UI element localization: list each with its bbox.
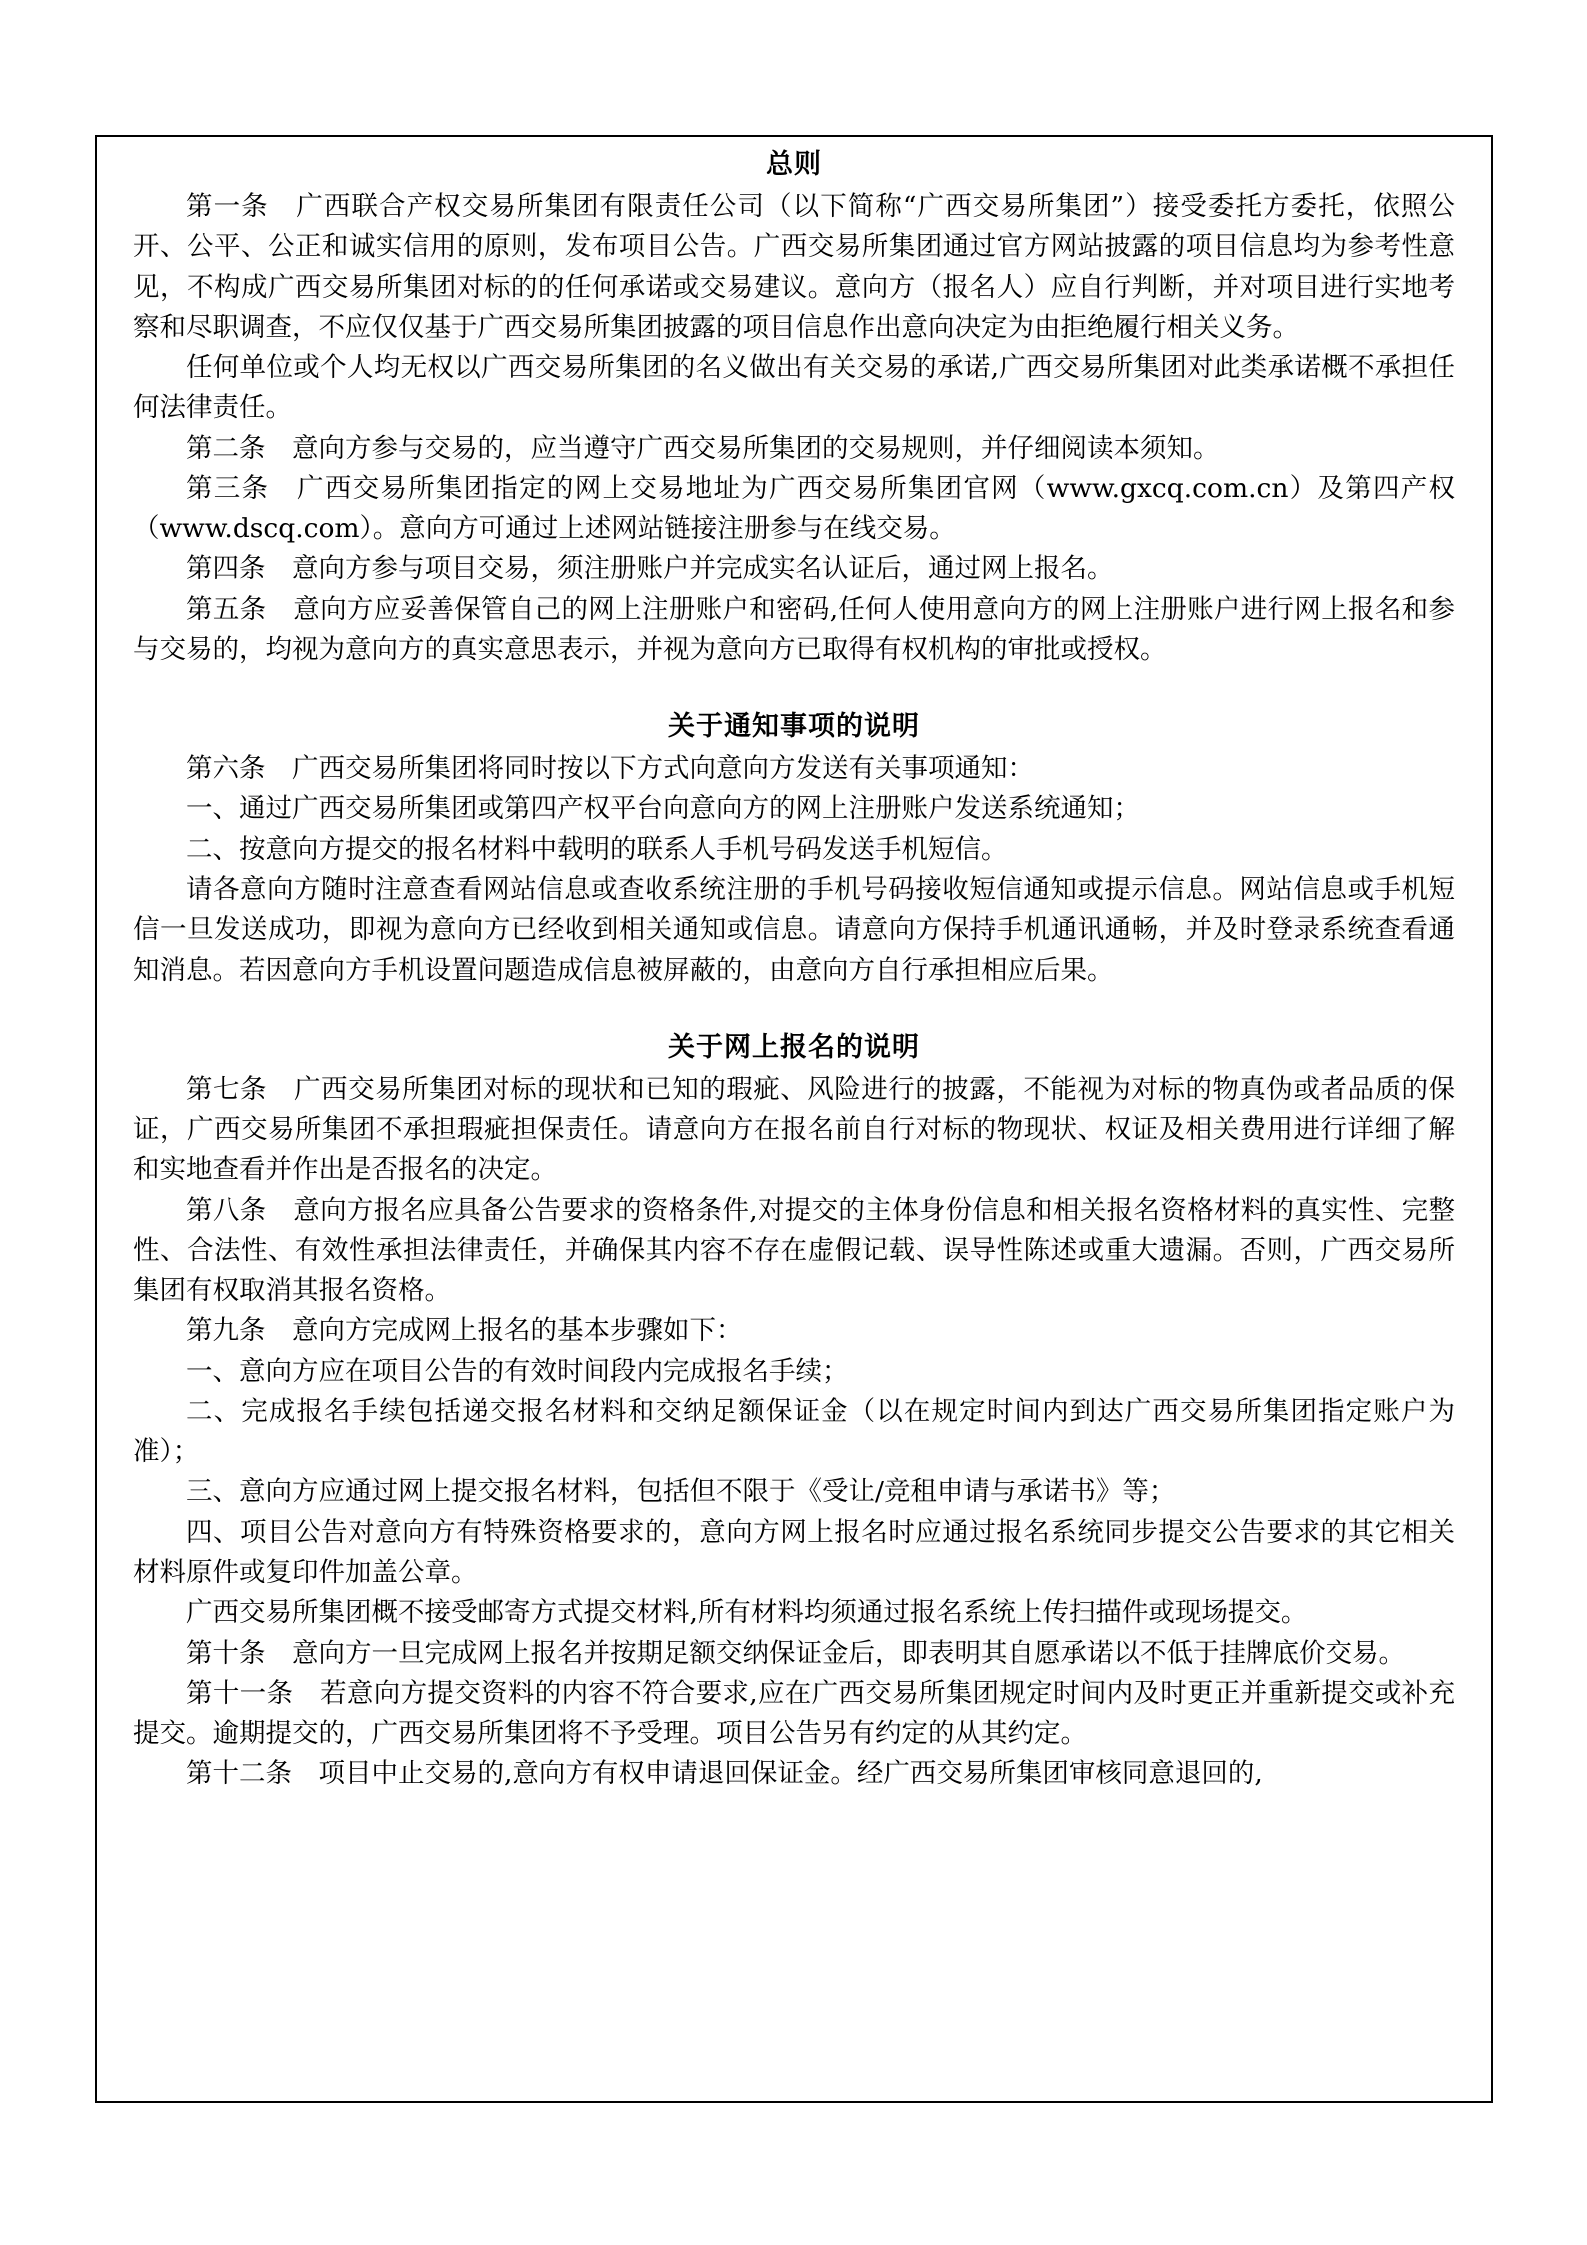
paragraph: 二、按意向方提交的报名材料中载明的联系人手机号码发送手机短信。 (186, 833, 1008, 865)
paragraph: 一、意向方应在项目公告的有效时间段内完成报名手续； (186, 1355, 849, 1387)
paragraph: 第二条 意向方参与交易的，应当遵守广西交易所集团的交易规则，并仔细阅读本须知。 (186, 432, 1220, 464)
paragraph: 请各意向方随时注意查看网站信息或查收系统注册的手机号码接收短信通知或提示信息。网站信息或手机短信一旦发送成功，即视为意向方已经收到相关通知或信息。请意向方保持手机通讯通畅，并及时登录系统查看通知消息。若因意向方手机设置问题造成信息被屏蔽的，由意向方自行承担相应后果。 (133, 873, 1455, 986)
paragraph: 一、通过广西交易所集团或第四产权平台向意向方的网上注册账户发送系统通知； (186, 793, 1140, 825)
paragraph: 第七条 广西交易所集团对标的现状和已知的瑕疵、风险进行的披露，不能视为对标的物真伪或者品质的保证，广西交易所集团不承担瑕疵担保责任。请意向方在报名前自行对标的物现状、权证及相关费用进行详细了解和实地查看并作出是否报名的决定。 (133, 1073, 1455, 1186)
paragraph: 第十条 意向方一旦完成网上报名并按期足额交纳保证金后，即表明其自愿承诺以不低于挂牌底价交易。 (186, 1637, 1405, 1669)
section-spacer (133, 991, 1455, 1025)
paragraph: 任何单位或个人均无权以广西交易所集团的名义做出有关交易的承诺,广西交易所集团对此类承诺概不承担任何法律责任。 (133, 352, 1455, 424)
paragraph: 三、意向方应通过网上提交报名材料，包括但不限于《受让/竞租申请与承诺书》等； (186, 1476, 1176, 1508)
paragraph: 第十一条 若意向方提交资料的内容不符合要求,应在广西交易所集团规定时间内及时更正并重新提交或补充提交。逾期提交的，广西交易所集团将不予受理。项目公告另有约定的从其约定。 (133, 1677, 1455, 1750)
paragraph: 第五条 意向方应妥善保管自己的网上注册账户和密码,任何人使用意向方的网上注册账户进行网上报名和参与交易的，均视为意向方的真实意思表示，并视为意向方已取得有权机构的审批或授权。 (133, 593, 1455, 665)
paragraph: 二、完成报名手续包括递交报名材料和交纳足额保证金（以在规定时间内到达广西交易所集团指定账户为准）； (133, 1395, 1455, 1468)
paragraph: 第四条 意向方参与项目交易，须注册账户并完成实名认证后，通过网上报名。 (186, 553, 1114, 585)
paragraph: 第一条 广西联合产权交易所集团有限责任公司（以下简称“广西交易所集团”）接受委托方委托，依照公开、公平、公正和诚实信用的原则，发布项目公告。广西交易所集团通过官方网站披露的项目信息均为参考性意见，不构成广西交易所集团对标的的任何承诺或交易建议。意向方（报名人）应自行判断，并对项目进行实地考察和尽职调查，不应仅仅基于广西交易所集团披露的项目信息作出意向决定为由拒绝履行相关义务。 (133, 191, 1455, 343)
paragraph: 第九条 意向方完成网上报名的基本步骤如下： (186, 1315, 743, 1347)
paragraph: 第八条 意向方报名应具备公告要求的资格条件,对提交的主体身份信息和相关报名资格材料的真实性、完整性、合法性、有效性承担法律责任，并确保其内容不存在虚假记载、误导性陈述或重大遗漏。否则，广西交易所集团有权取消其报名资格。 (133, 1194, 1455, 1307)
paragraph: 第三条 广西交易所集团指定的网上交易地址为广西交易所集团官网（www.gxcq.com.cn）及第四产权（www.dscq.com）。意向方可通过上述网站链接注册参与在线交易。 (133, 472, 1455, 545)
paragraph: 广西交易所集团概不接受邮寄方式提交材料,所有材料均须通过报名系统上传扫描件或现场提交。 (186, 1597, 1308, 1629)
section-title-online-registration: 关于网上报名的说明 (668, 1031, 920, 1063)
document-content (115, 142, 1473, 1795)
paragraph: 第十二条 项目中止交易的,意向方有权申请退回保证金。经广西交易所集团审核同意退回的, (186, 1758, 1263, 1790)
paragraph: 四、项目公告对意向方有特殊资格要求的，意向方网上报名时应通过报名系统同步提交公告要求的其它相关材料原件或复印件加盖公章。 (133, 1516, 1455, 1588)
section-title-general: 总则 (766, 149, 822, 180)
section-title-notice: 关于通知事项的说明 (668, 711, 920, 743)
section-spacer (133, 670, 1455, 704)
paragraph: 第六条 广西交易所集团将同时按以下方式向意向方发送有关事项通知： (186, 753, 1034, 785)
